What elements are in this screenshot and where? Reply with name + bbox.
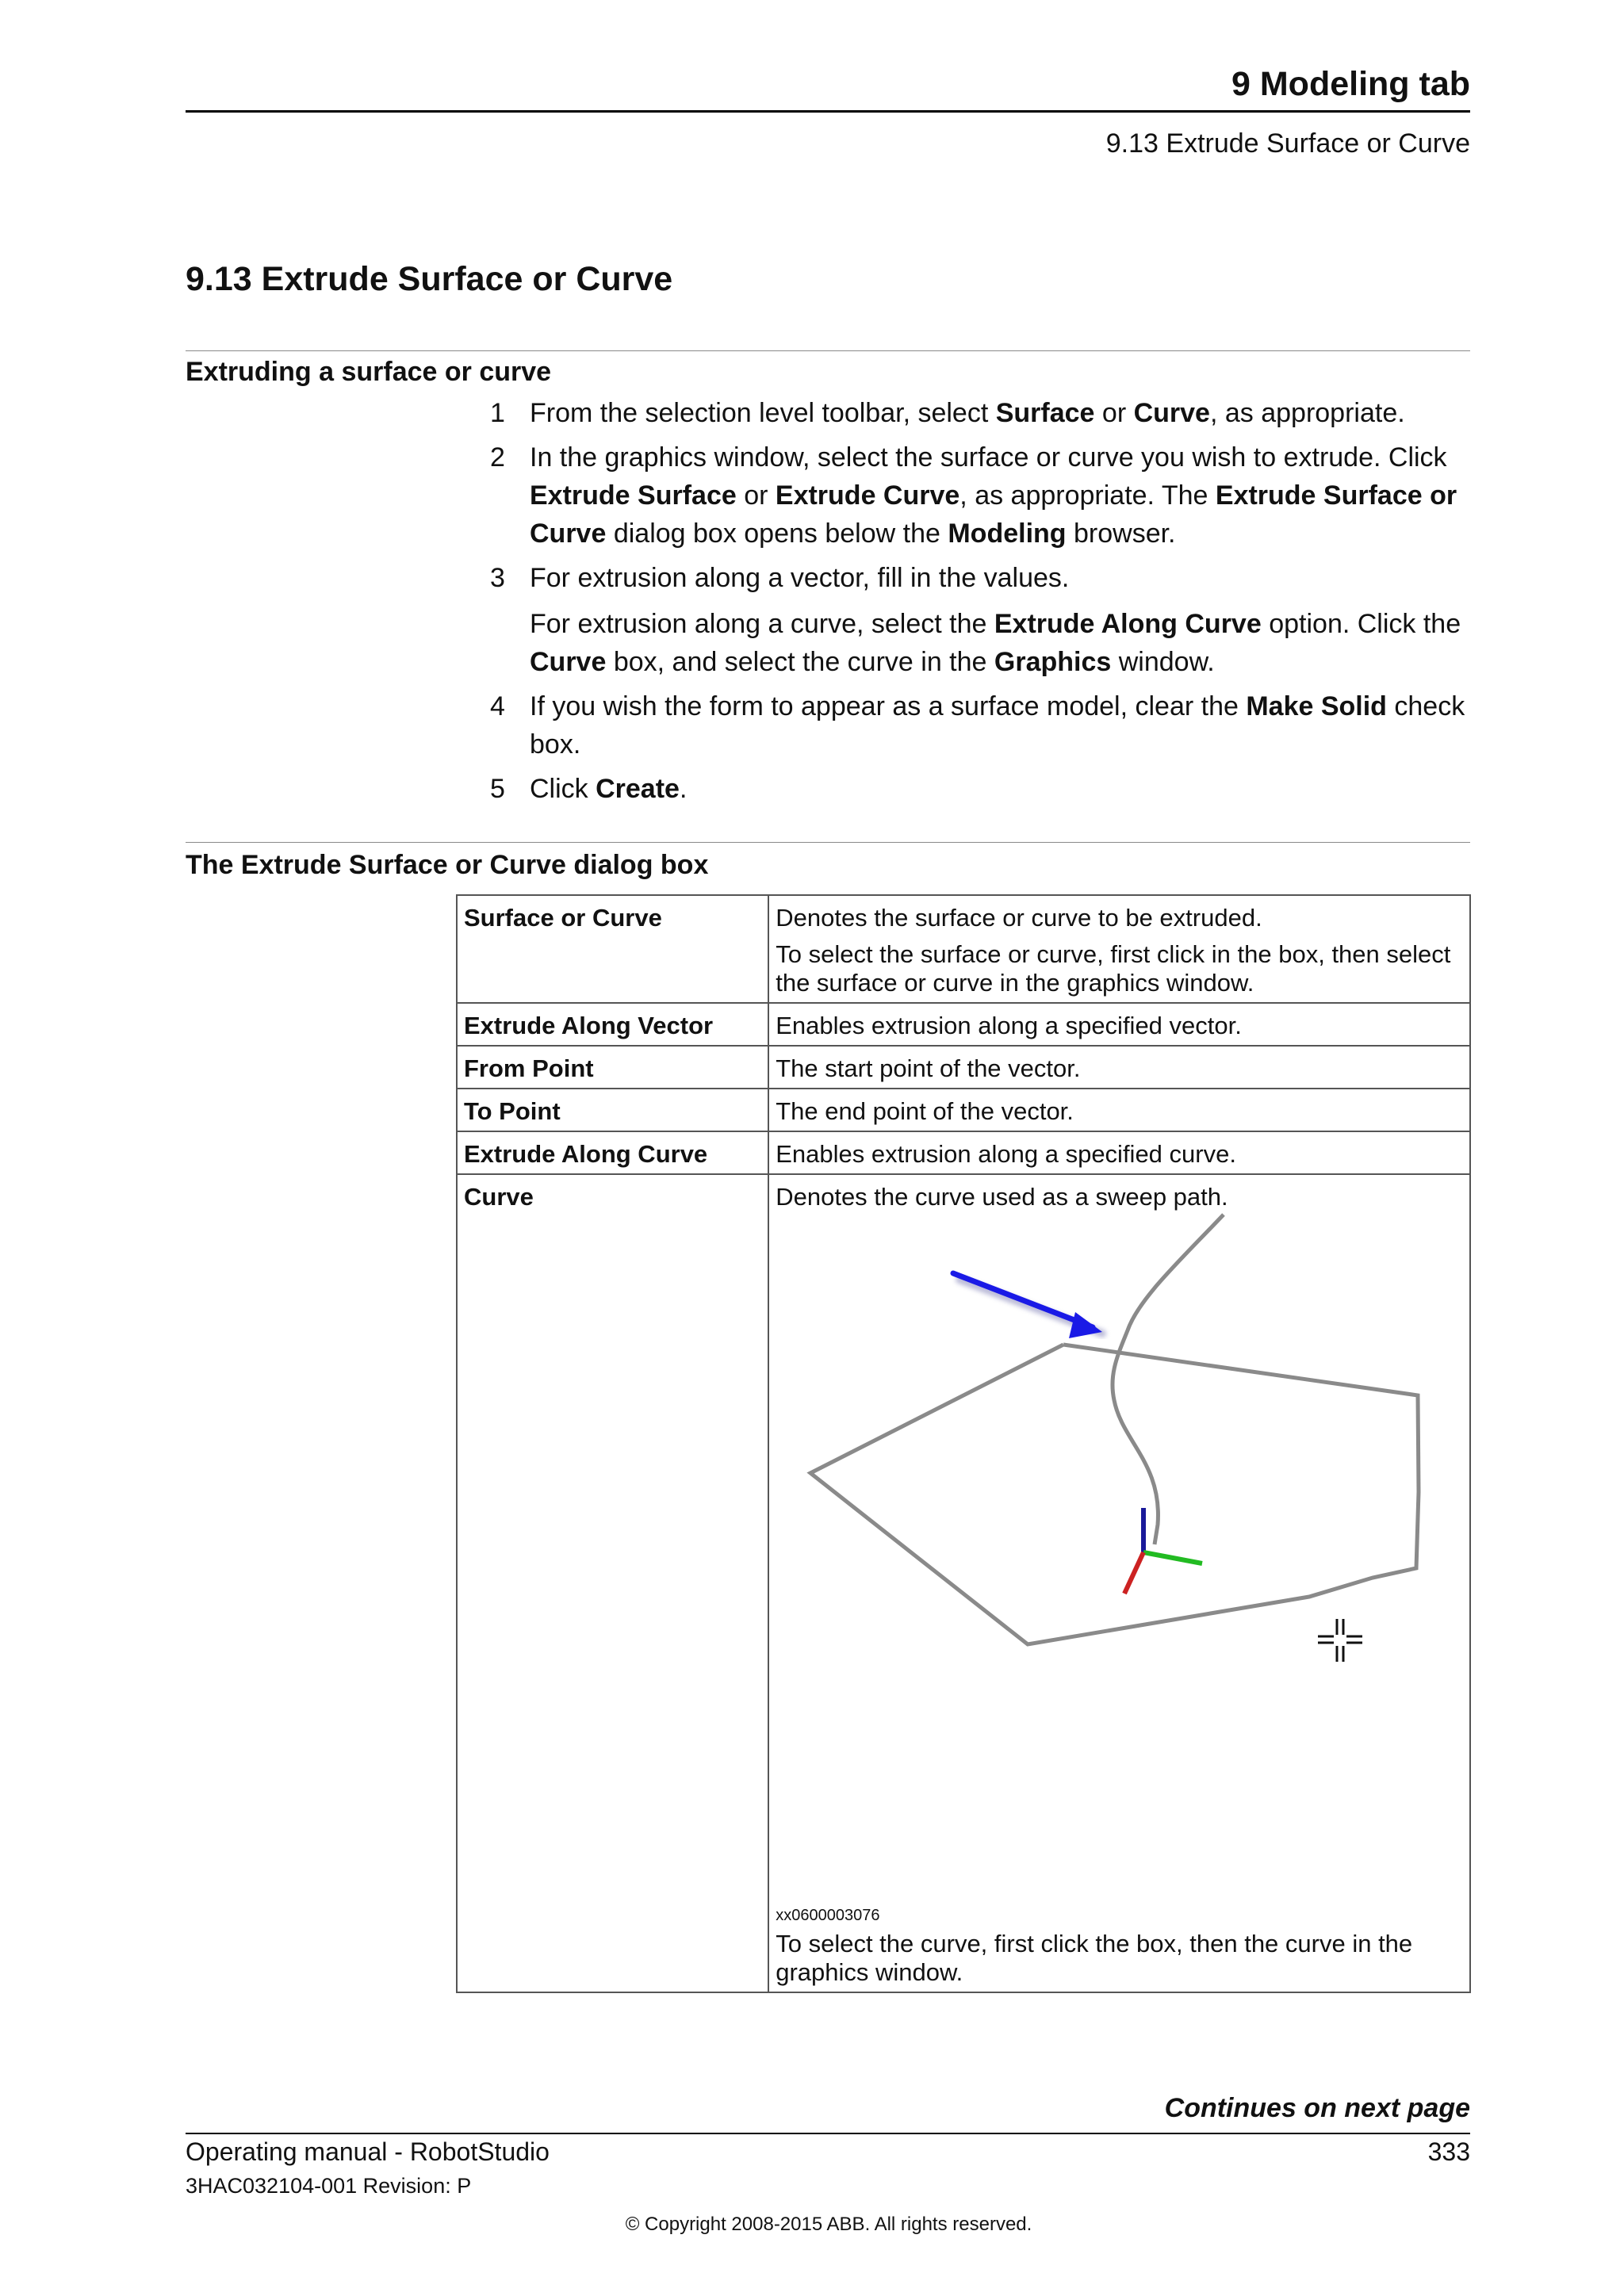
step-number: 2	[490, 442, 505, 473]
step-text	[530, 438, 1470, 553]
ui-term: Extrude Surface or Curve	[530, 480, 1457, 549]
table-row	[457, 1174, 1470, 1992]
chapter-title: 9 Modeling tab	[1231, 65, 1470, 103]
step-number: 3	[490, 563, 505, 593]
table-term: Extrude Along Curve	[457, 1131, 768, 1174]
table-term: Extrude Along Vector	[457, 1003, 768, 1046]
table-term: Curve	[457, 1174, 768, 1992]
document-id: 3HAC032104-001 Revision: P	[186, 2174, 472, 2198]
description-text: Denotes the surface or curve to be extruded.	[776, 904, 1262, 932]
text-run: If you wish the form to appear as a surface model, clear the	[530, 691, 1247, 721]
crosshair-cursor-icon	[1318, 1619, 1362, 1662]
text-run: box, and select the curve in the	[606, 647, 994, 677]
table-row	[457, 1089, 1470, 1131]
table-row	[457, 1003, 1470, 1046]
text-run: From the selection level toolbar, select	[530, 398, 996, 428]
description-note: To select the curve, first click the box, then the curve in the graphics window.	[776, 1930, 1413, 1986]
coordinate-axes-icon	[1124, 1508, 1202, 1594]
text-run: , as appropriate.	[1209, 398, 1405, 428]
figure-id: xx0600003076	[776, 1907, 880, 1924]
step-number: 4	[490, 691, 505, 721]
step-text	[530, 559, 1470, 597]
table-description: Enables extrusion along a specified curve.	[768, 1131, 1470, 1174]
subsection-rule	[186, 842, 1470, 843]
text-run: .	[679, 774, 688, 804]
arrow-pointer-icon	[953, 1273, 1102, 1338]
table-description	[768, 1174, 1470, 1992]
step-text	[530, 687, 1470, 763]
dialog-options-table	[456, 894, 1471, 1993]
footer-manual-title: Operating manual - RobotStudio	[186, 2137, 550, 2166]
table-description	[768, 895, 1470, 1003]
step-number: 1	[490, 398, 505, 428]
step-text	[530, 605, 1470, 681]
step-text	[530, 394, 1470, 432]
text-run: or	[736, 480, 776, 511]
footer-rule	[186, 2133, 1470, 2134]
text-run: dialog box opens below the	[606, 519, 948, 549]
ui-term: Extrude Curve	[775, 480, 960, 511]
ui-term: Graphics	[994, 647, 1112, 677]
ui-term: Create	[596, 774, 680, 804]
table-term: Surface or Curve	[457, 895, 768, 1003]
text-run: For extrusion along a curve, select the	[530, 609, 994, 639]
table-term: From Point	[457, 1046, 768, 1089]
step-number: 5	[490, 774, 505, 804]
text-run: , as appropriate. The	[959, 480, 1216, 511]
subsection-heading-dialog: The Extrude Surface or Curve dialog box	[186, 850, 709, 880]
curve-figure-graphic	[776, 1211, 1461, 1893]
text-run: or	[1094, 398, 1134, 428]
table-term: To Point	[457, 1089, 768, 1131]
table-row	[457, 895, 1470, 1003]
ui-term: Modeling	[948, 519, 1067, 549]
ui-term: Extrude Along Curve	[994, 609, 1262, 639]
text-run: browser.	[1066, 519, 1176, 549]
text-run: Click	[530, 774, 596, 804]
table-description: The start point of the vector.	[768, 1046, 1470, 1089]
ui-term: Extrude Surface	[530, 480, 737, 511]
continues-note: Continues on next page	[1164, 2093, 1470, 2123]
curve-figure	[776, 1211, 1461, 1924]
text-run: In the graphics window, select the surface or curve you wish to extrude. Click	[530, 442, 1447, 473]
step-text	[530, 770, 1470, 808]
page-title: 9.13 Extrude Surface or Curve	[186, 260, 673, 298]
ui-term: Surface	[995, 398, 1095, 428]
header-rule	[186, 110, 1470, 113]
copyright-notice: © Copyright 2008-2015 ABB. All rights reserved.	[625, 2214, 1032, 2235]
sweep-path-curve	[1113, 1215, 1224, 1544]
description-note: To select the surface or curve, first click in the box, then select the surface or curve in the graphics window.	[776, 940, 1451, 997]
ui-term: Curve	[1133, 398, 1210, 428]
text-run: For extrusion along a vector, fill in the values.	[530, 563, 1070, 593]
page-number: 333	[1427, 2137, 1470, 2166]
text-run: window.	[1111, 647, 1215, 677]
text-run: option. Click the	[1261, 609, 1461, 639]
ui-term: Curve	[530, 647, 607, 677]
section-subheader: 9.13 Extrude Surface or Curve	[1105, 128, 1470, 159]
text-run: check box.	[530, 691, 1465, 760]
subsection-heading-extruding: Extruding a surface or curve	[186, 357, 552, 387]
ui-term: Make Solid	[1246, 691, 1387, 721]
table-row	[457, 1131, 1470, 1174]
subsection-rule	[186, 350, 1470, 351]
table-row	[457, 1046, 1470, 1089]
table-description: Enables extrusion along a specified vector.	[768, 1003, 1470, 1046]
table-description: The end point of the vector.	[768, 1089, 1470, 1131]
description-text: Denotes the curve used as a sweep path.	[776, 1183, 1228, 1211]
